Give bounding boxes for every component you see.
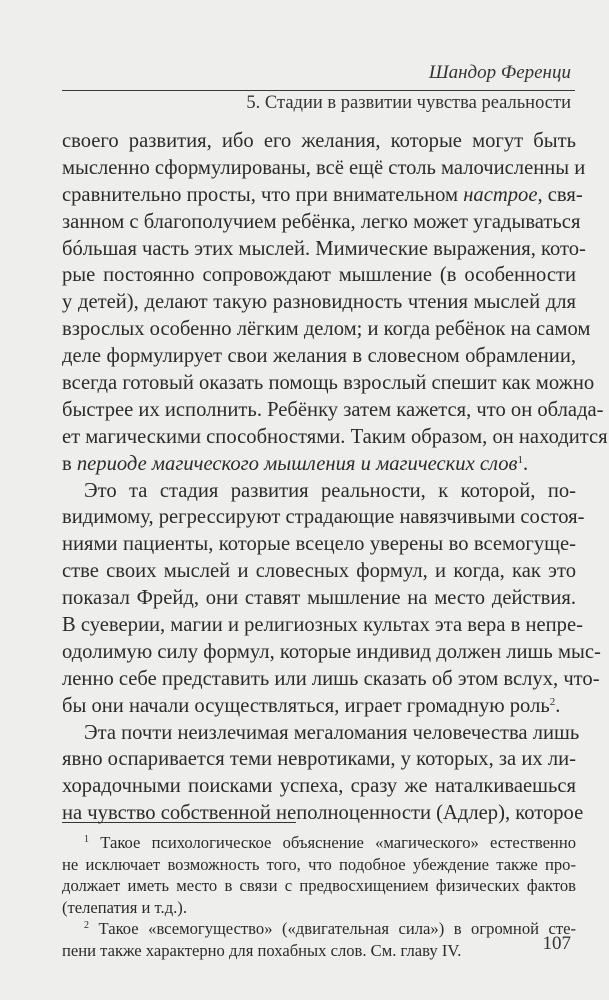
footnote-reference: 2 [549, 695, 556, 708]
text-run: Такое «всемогущество» («двигательная сила») в огромной сте- [89, 919, 576, 938]
text-run: мысленно сформулированы, всё ещё столь малочисленны и [62, 156, 586, 179]
body-line [62, 424, 608, 451]
text-run: явно оспаривается теми невротиками, у которых, за их ли- [62, 748, 576, 771]
text-run: (телепатия и т.д.). [62, 897, 187, 917]
text-run: на чувство собственной неполноценности (Адлер), которое [62, 802, 584, 825]
text-run: ленно себе представить или лишь сказать об этом вслух, что- [62, 667, 600, 690]
running-header-chapter: 5. Стадии в развитии чувства реальности [246, 93, 571, 113]
text-run: бóльшая часть этих мыслей. Мимические выражения, кото- [62, 237, 586, 260]
text-run: в [62, 452, 77, 475]
body-line [62, 585, 576, 612]
body-line [62, 720, 580, 747]
footnote-line [62, 875, 576, 897]
body-line [62, 262, 576, 289]
body-line [62, 155, 586, 182]
page-number: 107 [542, 933, 571, 954]
body-line [62, 504, 585, 531]
body-line [62, 639, 601, 666]
footnote-line [62, 854, 576, 876]
text-run: одолимую силу формул, которые индивид должен лишь мыс- [62, 640, 601, 663]
footnote-line [62, 832, 576, 854]
footnote-line [62, 918, 576, 940]
body-line [62, 531, 576, 558]
text-run: у детей), делают такую разновидность чтения мыслей для [62, 291, 576, 314]
body-line [62, 558, 576, 585]
text-run: быстрее их исполнить. Ребёнку затем кажется, что он облада- [62, 398, 604, 421]
text-run: стве своих мыслей и словесных формул, и когда, как это [62, 560, 576, 583]
footnote-marker: 1 [84, 834, 89, 845]
running-header-author: Шандор Ференци [428, 62, 571, 83]
body-line [62, 451, 576, 478]
body-line [62, 209, 581, 236]
text-run: своего развития, ибо его желания, которые могут быть [62, 130, 576, 152]
footnote-marker: 2 [84, 920, 89, 931]
body-line [62, 343, 576, 370]
body-line [62, 289, 576, 316]
body-line [62, 693, 576, 720]
footnote-reference: 1 [517, 453, 523, 466]
text-run: занном с благополучием ребёнка, легко может угадываться [62, 210, 581, 233]
text-run: хорадочными поисками успеха, сразу же наталкиваешься [62, 775, 576, 798]
footnote-line [62, 940, 576, 962]
body-line [62, 746, 576, 773]
body-text [62, 128, 608, 827]
body-line [62, 612, 583, 639]
footnote-line [62, 897, 576, 919]
text-run: деле формулирует свои желания в словесном обрамлении, [62, 345, 576, 368]
text-run: сравнительно просты, что при внимательном [62, 183, 464, 206]
body-line [62, 182, 583, 209]
body-line [62, 236, 586, 263]
text-run: должает иметь место в связи с предвосхищением физических фактов [62, 876, 576, 895]
text-run: ет магическими способностями. Таким образом, он находится [62, 425, 608, 448]
body-line [62, 370, 595, 397]
body-line [62, 773, 576, 800]
text-run: , свя- [537, 183, 583, 206]
text-run: не исключает возможность того, что подобное убеждение также про- [62, 854, 576, 874]
text-run: видимому, регрессируют страдающие навязчивыми состоя- [62, 506, 585, 529]
text-run: Это та стадия развития реальности, к которой, по- [84, 479, 576, 502]
text-run: пени также характерно для похабных слов. См. главу IV. [62, 940, 462, 960]
body-line [62, 316, 591, 343]
header-rule [62, 90, 575, 91]
text-run: показал Фрейд, они ставят мышление на место действия. [62, 587, 576, 610]
body-line [62, 800, 584, 827]
body-line [62, 666, 600, 693]
text-run: Эта почти неизлечимая мегаломания человечества лишь [84, 721, 580, 744]
text-run: ниями пациенты, которые всецело уверены во всемогуще- [62, 533, 576, 556]
text-run: бы они начали осуществляться, играет громадную роль [62, 694, 550, 717]
footnote-rule [62, 822, 296, 823]
text-run: рые постоянно сопровождают мышление (в особенности [62, 264, 576, 287]
text-run: В суеверии, магии и религиозных культах эта вера в непре- [62, 614, 583, 637]
italic-run: периоде магического мышления и магических слов [76, 452, 518, 475]
footnotes [62, 832, 576, 961]
text-run: взрослых особенно лёгким делом; и когда ребёнок на самом [62, 318, 591, 341]
italic-run: настрое [463, 183, 538, 206]
text-run: Такое психологическое объяснение «магического» естественно [89, 833, 576, 852]
body-line [62, 478, 576, 505]
text-run: всегда готовый оказать помощь взрослый спешит как можно [62, 372, 595, 395]
body-line [62, 128, 576, 155]
text-run: . [555, 694, 561, 717]
body-line [62, 397, 604, 424]
text-run: . [523, 452, 529, 475]
